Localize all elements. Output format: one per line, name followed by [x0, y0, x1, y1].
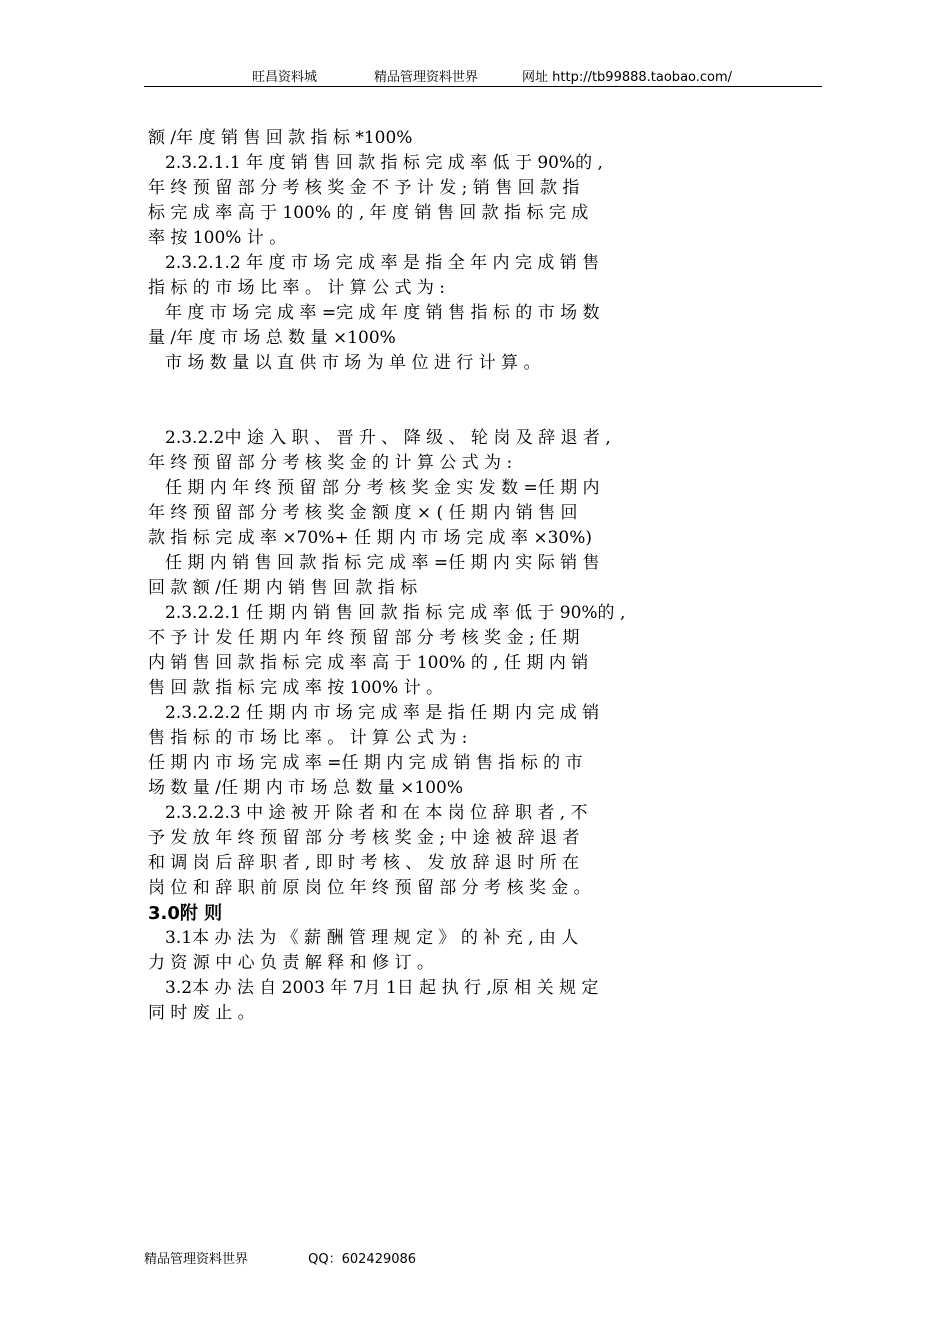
- document-body: [148, 126, 838, 1026]
- text-line: 力 资 源 中 心 负 责 解 释 和 修 订 。: [148, 953, 434, 973]
- text-line: 和 调 岗 后 辞 职 者 , 即 时 考 核 、 发 放 辞 退 时 所 在: [148, 853, 580, 873]
- text-line: 不 予 计 发 任 期 内 年 终 预 留 部 分 考 核 奖 金 ; 任 期: [148, 628, 580, 648]
- text-line: 2.3.2.2.2 任 期 内 市 场 完 成 率 是 指 任 期 内 完 成 销: [148, 703, 600, 723]
- footer-brand: 精品管理资料世界: [144, 1252, 249, 1267]
- text-line: 回 款 额 /任 期 内 销 售 回 款 指 标: [148, 578, 418, 598]
- text-line: 售 回 款 指 标 完 成 率 按 100% 计 。: [148, 678, 444, 698]
- text-line: 年 终 预 留 部 分 考 核 奖 金 的 计 算 公 式 为 :: [148, 453, 513, 473]
- footer-qq: QQ：602429086: [308, 1252, 417, 1267]
- header-site-name: 旺昌资料城: [252, 70, 318, 85]
- text-line: 量 /年 度 市 场 总 数 量 ×100%: [148, 328, 396, 348]
- page-header: [144, 66, 822, 87]
- paragraph-gap: [148, 376, 838, 426]
- text-line: 2.3.2.1.1 年 度 销 售 回 款 指 标 完 成 率 低 于 90%的 ,: [148, 153, 603, 173]
- section-heading: 3.0附 则: [148, 903, 223, 924]
- text-line: 年 终 预 留 部 分 考 核 奖 金 额 度 × ( 任 期 内 销 售 回: [148, 503, 578, 523]
- text-line: 年 度 市 场 完 成 率 =完 成 年 度 销 售 指 标 的 市 场 数: [148, 303, 600, 323]
- header-url: 网址 http://tb99888.taobao.com/: [522, 70, 733, 85]
- text-line: 2.3.2.2.3 中 途 被 开 除 者 和 在 本 岗 位 辞 职 者 , 不: [148, 803, 588, 823]
- text-line: 2.3.2.2中 途 入 职 、 晋 升 、 降 级 、 轮 岗 及 辞 退 者 ,: [148, 428, 611, 448]
- text-line: 岗 位 和 辞 职 前 原 岗 位 年 终 预 留 部 分 考 核 奖 金 。: [148, 878, 591, 898]
- text-line: 场 数 量 /任 期 内 市 场 总 数 量 ×100%: [148, 778, 464, 798]
- text-line: 予 发 放 年 终 预 留 部 分 考 核 奖 金 ; 中 途 被 辞 退 者: [148, 828, 580, 848]
- text-line: 任 期 内 年 终 预 留 部 分 考 核 奖 金 实 发 数 =任 期 内: [148, 478, 600, 498]
- text-line: 年 终 预 留 部 分 考 核 奖 金 不 予 计 发 ; 销 售 回 款 指: [148, 178, 580, 198]
- text-line: 指 标 的 市 场 比 率 。 计 算 公 式 为 :: [148, 278, 445, 298]
- text-line: 售 指 标 的 市 场 比 率 。 计 算 公 式 为 :: [148, 728, 468, 748]
- text-line: 同 时 废 止 。: [148, 1003, 255, 1023]
- text-line: 2.3.2.2.1 任 期 内 销 售 回 款 指 标 完 成 率 低 于 90%的 ,: [148, 603, 626, 623]
- text-line: 率 按 100% 计 。: [148, 228, 287, 248]
- text-line: 额 /年 度 销 售 回 款 指 标 *100%: [148, 128, 413, 148]
- text-line: 3.2本 办 法 自 2003 年 7月 1日 起 执 行 ,原 相 关 规 定: [148, 978, 599, 998]
- text-line: 2.3.2.1.2 年 度 市 场 完 成 率 是 指 全 年 内 完 成 销 售: [148, 253, 600, 273]
- text-line: 市 场 数 量 以 直 供 市 场 为 单 位 进 行 计 算 。: [148, 353, 541, 373]
- text-line: 任 期 内 销 售 回 款 指 标 完 成 率 =任 期 内 实 际 销 售: [148, 553, 600, 573]
- text-line: 内 销 售 回 款 指 标 完 成 率 高 于 100% 的 , 任 期 内 销: [148, 653, 589, 673]
- page-footer: [144, 1248, 472, 1267]
- header-brand: 精品管理资料世界: [374, 70, 479, 85]
- text-line: 款 指 标 完 成 率 ×70%+ 任 期 内 市 场 完 成 率 ×30%): [148, 528, 592, 548]
- text-line: 标 完 成 率 高 于 100% 的 , 年 度 销 售 回 款 指 标 完 成: [148, 203, 589, 223]
- text-line: 任 期 内 市 场 完 成 率 =任 期 内 完 成 销 售 指 标 的 市: [148, 753, 583, 773]
- text-line: 3.1本 办 法 为 《 薪 酬 管 理 规 定 》 的 补 充 , 由 人: [148, 928, 579, 948]
